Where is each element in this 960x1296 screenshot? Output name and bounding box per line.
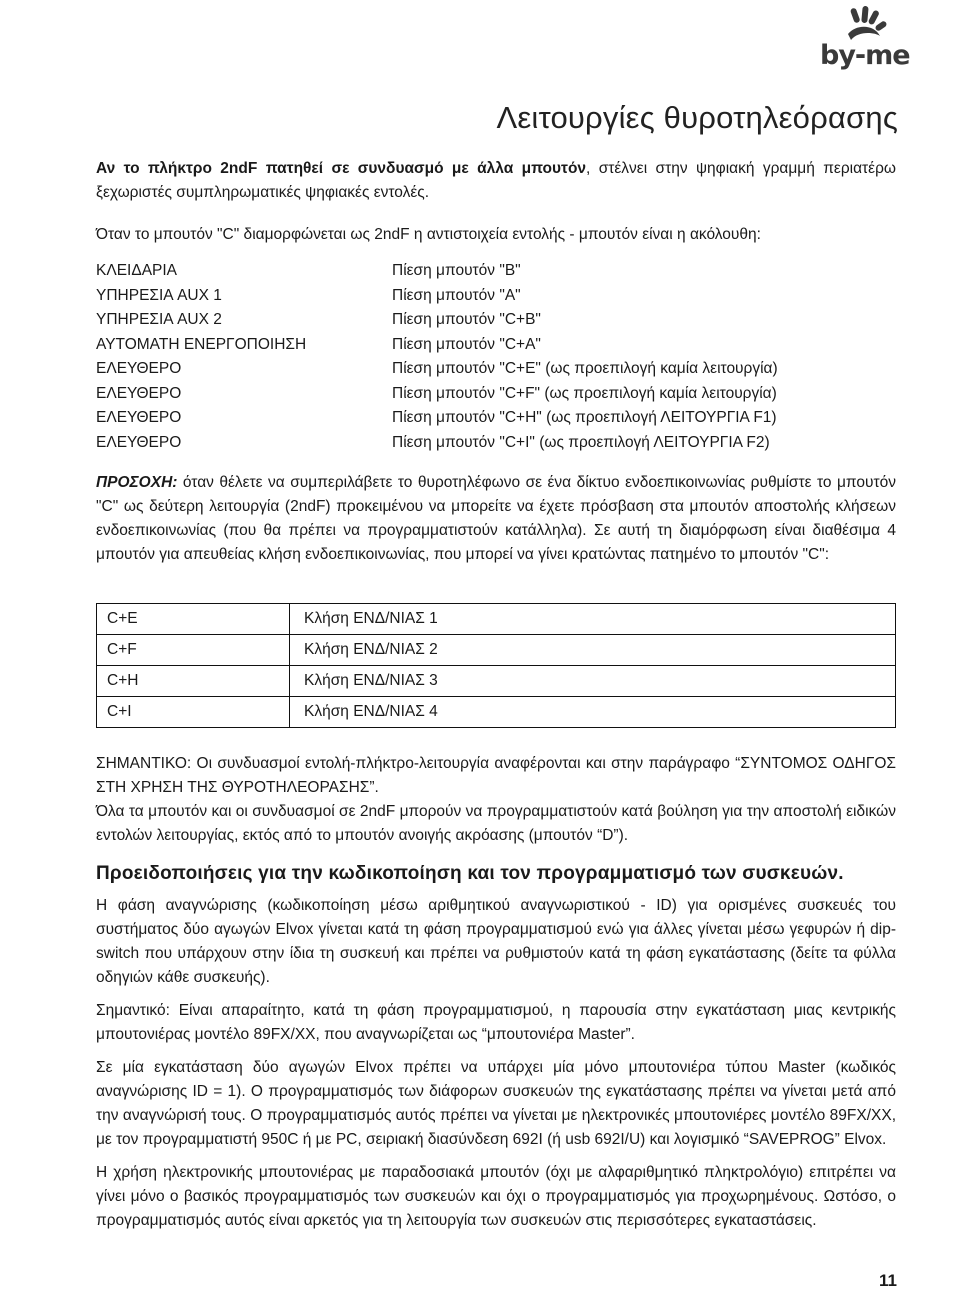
- table-cell-combo: C+E: [97, 604, 290, 634]
- mapping-function: ΕΛΕΥΘΕΡΟ: [96, 384, 182, 402]
- attention-paragraph: [96, 471, 896, 567]
- important-note: ΣΗΜΑΝΤΙΚΟ: Οι συνδυασμοί εντολή-πλήκτρο-λειτουργία αναφέρονται και στην παράγραφο “ΣΥΝΤΟΜΟΣ ΟΔΗΓΟΣ ΣΤΗ ΧΡΗΣΗ ΤΗΣ ΘΥΡΟΤΗΛΕΟΡΑΣΗΣ”.: [96, 755, 896, 796]
- page-title: Λειτουργίες θυροτηλεόρασης: [496, 100, 898, 135]
- body-paragraph: Σημαντικό: Είναι απαραίτητο, κατά τη φάση προγραμματισμού, η παρουσία στην εγκατάσταση μιας κεντρικής μπουτονιέρας μοντέλο 89FX/XX, που αναγνωρίζεται ως “μπουτονιέρα Master”.: [96, 1002, 896, 1043]
- hand-logo-icon: [848, 6, 888, 40]
- buttons-note: Όλα τα μπουτόν και οι συνδυασμοί σε 2ndF μπορούν να προγραμματιστούν κατά βούληση για την αποστολή ειδικών εντολών λειτουργίας, εκτός από το μπουτόν ανοιγής ακρόασης (μπουτόν “D”).: [96, 803, 896, 844]
- table-cell-call: Κλήση ΕΝΔ/ΝΙΑΣ 4: [304, 703, 438, 720]
- mapping-function: ΑΥΤΟΜΑΤΗ ΕΝΕΡΓΟΠΟΙΗΣΗ: [96, 335, 307, 353]
- table-cell-call: Κλήση ΕΝΔ/ΝΙΑΣ 2: [304, 641, 438, 658]
- mapping-action: Πίεση μπουτόν "C+B": [392, 311, 541, 328]
- mapping-row: [96, 357, 896, 382]
- mapping-row: [96, 308, 896, 333]
- body-paragraph: Σε μία εγκατάσταση δύο αγωγών Elvox πρέπει να υπάρχει μία μόνο μπουτονιέρα τύπου Master (κωδικός αναγνώρισης ID = 1). Ο προγραμματισμός των διάφορων συσκευών της εγκατάστασης πρέπει να γίνεται μετά από την αναγνώρισή τους. Ο προγραμματισμός αυτός πρέπει να γίνεται με ηλεκτρονικές μπουτονιέρες μοντέλο 89FX/XX, με τον προγραμματιστή 950C ή με PC, σειριακή διασύνδεση 692I (ή usb 692I/U) και λογισμικό “SAVEPROG” Elvox.: [96, 1059, 896, 1148]
- mapping-action: Πίεση μπουτόν "C+A": [392, 335, 541, 353]
- page-number: 11: [879, 1271, 897, 1290]
- table-row: [97, 666, 895, 697]
- mapping-function: ΥΠΗΡΕΣΙΑ AUX 2: [96, 311, 222, 328]
- mapping-intro: Όταν το μπουτόν "C" διαμορφώνεται ως 2ndF η αντιστοιχεία εντολής - μπουτόν είναι η ακόλουθη:: [96, 226, 761, 243]
- mapping-row: [96, 382, 896, 407]
- attention-text: όταν θέλετε να συμπεριλάβετε το θυροτηλέφωνο σε ένα δίκτυο ενδοεπικοινωνίας ρυθμίστε το μπουτόν "C" ως δεύτερη λειτουργία (2ndF) προκειμένου να μπορείτε να έχετε πρόσβαση στα μπουτόν αποστολής κλήσεων ενδοεπικοινωνίας (που θα πρέπει να προγραμματιστούν κατάλληλα). Σε αυτή τη διαμόρφωση είναι διαθέσιμα 4 μπουτόν για απευθείας κλήση ενδοεπικοινωνίας, που μπορεί να γίνει κρατώντας πατημένο το μπουτόν "C":: [96, 474, 896, 563]
- svg-text:by-me: by-me: [820, 40, 910, 71]
- mapping-row: [96, 284, 896, 309]
- section-heading: Προειδοποιήσεις για την κωδικοποίηση και τον προγραμματισμό των συσκευών.: [96, 863, 844, 884]
- mapping-function: ΥΠΗΡΕΣΙΑ AUX 1: [96, 286, 222, 304]
- mapping-action: Πίεση μπουτόν "C+H" (ως προεπιλογή ΛΕΙΤΟΥΡΓΙΑ F1): [392, 409, 777, 426]
- mapping-function: ΚΛΕΙΔΑΡΙΑ: [96, 262, 178, 279]
- mapping-action: Πίεση μπουτόν "B": [392, 262, 521, 279]
- brand-logo: [818, 4, 910, 71]
- mapping-action: Πίεση μπουτόν "C+E" (ως προεπιλογή καμία λειτουργία): [392, 360, 778, 377]
- mapping-row: [96, 259, 896, 284]
- table-cell-call: Κλήση ΕΝΔ/ΝΙΑΣ 3: [304, 672, 438, 689]
- table-cell-combo: C+F: [97, 635, 290, 665]
- mapping-action: Πίεση μπουτόν "C+F" (ως προεπιλογή καμία λειτουργία): [392, 384, 777, 402]
- intro-paragraph: [96, 157, 896, 205]
- intro-rest: , στέλνει στην ψηφιακή γραμμή περιατέρω ξεχωριστές συμπληρωματικές ψηφιακές εντολές.: [96, 160, 896, 201]
- mapping-row: [96, 431, 896, 456]
- intercom-table: [96, 603, 896, 728]
- mapping-list: [96, 259, 896, 455]
- table-row: [97, 604, 895, 635]
- table-row: [97, 697, 895, 727]
- table-cell-combo: C+I: [97, 697, 290, 727]
- mapping-action: Πίεση μπουτόν "C+I" (ως προεπιλογή ΛΕΙΤΟΥΡΓΙΑ F2): [392, 433, 770, 451]
- mapping-function: ΕΛΕΥΘΕΡΟ: [96, 360, 182, 377]
- main-content: [96, 157, 896, 1233]
- body-paragraph: Η φάση αναγνώρισης (κωδικοποίηση μέσω αριθμητικού αναγνωριστικού - ID) για ορισμένες συσκευές του συστήματος δύο αγωγών Elvox γίνεται κατά τη φάση προγραμματισμού ενώ για άλλες γίνεται μέσω γεφυρών ή dip-switch που υπάρχουν στην ίδια τη συσκευή και πρέπει να ρυθμιστούν κατά τη φάση εγκατάστασης (δείτε τα φύλλα οδηγιών κάθε συσκευής).: [96, 897, 896, 986]
- mapping-row: [96, 333, 896, 358]
- intro-bold-lead: Αν το πλήκτρο 2ndF πατηθεί σε συνδυασμό με άλλα μπουτόν: [96, 160, 587, 177]
- table-cell-call: Κλήση ΕΝΔ/ΝΙΑΣ 1: [304, 610, 438, 627]
- body-paragraph: Η χρήση ηλεκτρονικής μπουτονιέρας με παραδοσιακά μπουτόν (όχι με αλφαριθμητικό πληκτρολόγιο) επιτρέπει να γίνει μόνο ο βασικός προγραμματισμός των συσκευών και όχι ο προγραμματισμός για προχωρημένους. Ωστόσο, ο προγραμματισμός αυτός είναι αρκετός για τη λειτουργία των συσκευών στις περισσότερες εγκαταστάσεις.: [96, 1164, 896, 1229]
- table-cell-combo: C+H: [97, 666, 290, 696]
- mapping-action: Πίεση μπουτόν "A": [392, 286, 521, 304]
- mapping-row: [96, 406, 896, 431]
- attention-label: ΠΡΟΣΟΧΗ:: [96, 474, 178, 491]
- mapping-function: ΕΛΕΥΘΕΡΟ: [96, 409, 182, 426]
- table-row: [97, 635, 895, 666]
- mapping-function: ΕΛΕΥΘΕΡΟ: [96, 433, 182, 451]
